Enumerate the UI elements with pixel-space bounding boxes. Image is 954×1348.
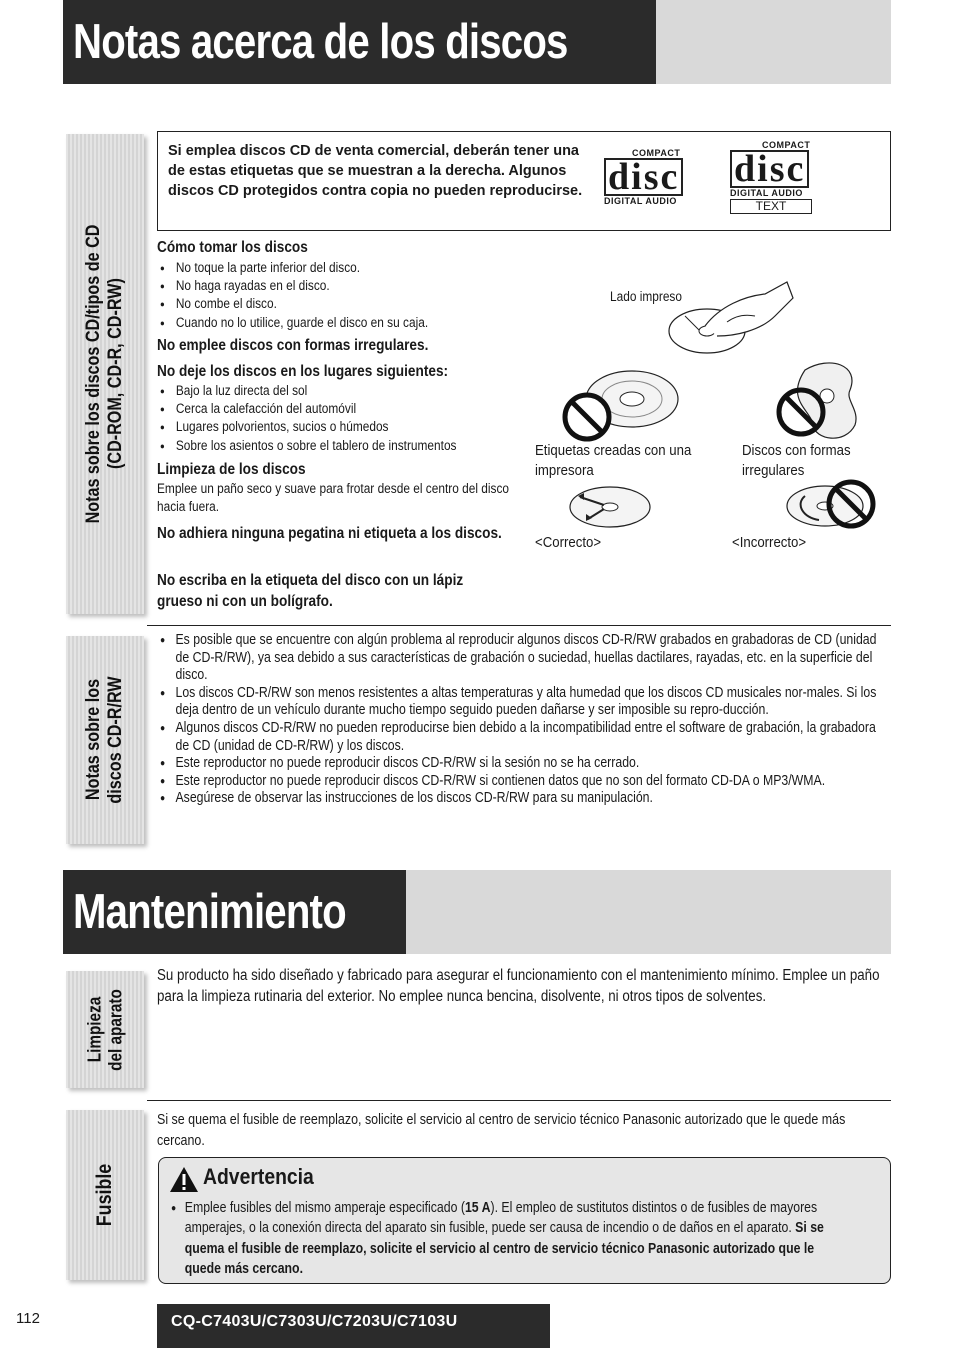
disc-hand-illustration — [665, 276, 795, 356]
warning-title: Advertencia — [203, 1164, 314, 1189]
printer-label-disc-illustration — [560, 365, 680, 445]
list-item: ● No combe el disco. — [160, 295, 428, 313]
side-tab-label: Notas sobre los discos CD/tipos de CD (CD-ROM, CD-R, CD-RW) — [83, 224, 126, 524]
section-title-band — [63, 870, 891, 954]
list-item: ● No haga rayadas en el disco. — [160, 277, 428, 295]
list-item: ● Cuando no lo utilice, guarde el disco en su caja. — [160, 314, 428, 332]
section-divider — [147, 625, 891, 626]
fuse-paragraph: Si se quema el fusible de reemplazo, solicite el servicio al centro de servicio técnico Panasonic autorizado que le quede más cercano. — [157, 1112, 846, 1149]
irregular-warning: No emplee discos con formas irregulares. — [157, 337, 429, 354]
section-title: Notas acerca de los discos — [63, 0, 656, 84]
incorrect-caption: <Incorrecto> — [732, 534, 807, 551]
cdrw-notes — [160, 632, 891, 808]
compact-disc-logo: COMPACT disc DIGITAL AUDIO — [604, 148, 694, 206]
cleaning-paragraph: Su producto ha sido diseñado y fabricado para asegurar el funcionamiento con el mantenimiento mínimo. Emplee un paño para la limpieza rutinaria del exterior. No emplee nunca bencina, disolvente, ni otros tipos de solventes. — [157, 967, 880, 1005]
list-item: ● Este reproductor no puede reproducir discos CD-R/RW si contienen datos que no son del formato CD-DA o MP3/WMA. — [160, 773, 891, 791]
list-item: ● Sobre los asientos o sobre el tablero de instrumentos — [160, 437, 457, 455]
irregular-disc-illustration — [775, 360, 875, 440]
list-item: ● No toque la parte inferior del disco. — [160, 259, 428, 277]
correct-caption: <Correcto> — [535, 534, 602, 551]
cleaning-heading: Limpieza de los discos — [157, 461, 306, 478]
model-number-band: CQ-C7403U/C7303U/C7203U/C7103U — [157, 1304, 550, 1348]
cdrw-list — [160, 632, 891, 808]
list-item: ● Lugares polvorientos, sucios o húmedos — [160, 418, 457, 436]
compact-disc-text-logo: COMPACT disc DIGITAL AUDIO TEXT — [730, 140, 811, 213]
side-tab-cleaning — [66, 971, 144, 1088]
compact-disc-notice-box — [157, 131, 891, 231]
side-tab-fuse — [66, 1110, 144, 1280]
side-tab-label: Limpieza del aparato — [84, 988, 125, 1071]
list-item: ● Cerca la calefacción del automóvil — [160, 400, 457, 418]
side-tab-disc-notes — [66, 134, 144, 614]
list-item: ● Bajo la luz directa del sol — [160, 382, 457, 400]
places-heading: No deje los discos en los lugares siguientes: — [157, 363, 449, 380]
irregular-discs-caption: Discos con formas irregulares — [742, 442, 851, 479]
printed-side-label: Lado impreso — [610, 289, 682, 304]
section-divider — [147, 1100, 891, 1101]
list-item: ● Este reproductor no puede reproducir discos CD-R/RW si la sesión no se ha cerrado. — [160, 755, 891, 773]
section-title: Mantenimiento — [63, 870, 406, 954]
side-tab-label: Fusible — [92, 1163, 116, 1227]
section-title-band — [63, 0, 891, 84]
warning-triangle-icon — [169, 1166, 199, 1193]
correct-cleaning-illustration — [568, 485, 658, 529]
no-write-warning: No escriba en la etiqueta del disco con un lápiz grueso ni con un bolígrafo. — [157, 572, 464, 610]
incorrect-cleaning-illustration — [785, 478, 885, 534]
printer-labels-caption: Etiquetas creadas con una impresora — [535, 442, 692, 479]
page-number: 112 — [16, 1310, 40, 1327]
no-stickers-warning: No adhiera ninguna pegatina ni etiqueta a los discos. — [157, 525, 502, 542]
list-item: ● Asegúrese de observar las instrucciones de los discos CD-R/RW para su manipulación. — [160, 790, 891, 808]
list-item: ● Es posible que se encuentre con algún problema al reproducir algunos discos CD-R/RW grabados en grabadoras de CD (unidad de CD-R/RW), ya sea debido a sus características de grabación o suciedad, huellas dactilares, rayadas, etc. en la superficie del disco. — [160, 632, 891, 685]
cleaning-text: Emplee un paño seco y suave para frotar desde el centro del disco hacia fuera. — [157, 481, 509, 514]
side-tab-cdrw-notes — [66, 636, 144, 844]
list-item: ● Los discos CD-R/RW son menos resistentes a altas temperaturas y alta humedad que los discos CD musicales nor-males. Si los deja dentro de un vehículo durante mucho tiempo seguido pueden dañarse y ser imposible su repro-ducción. — [160, 685, 891, 720]
compact-disc-notice: Si emplea discos CD de venta comercial, deberán tener una de estas etiquetas que se muestran a la derecha. Algunos discos CD protegidos contra copia no pueden reproducirse. — [168, 143, 583, 199]
warning-box — [158, 1157, 891, 1284]
places-list — [160, 382, 457, 455]
side-tab-label: Notas sobre los discos CD-R/RW — [83, 676, 126, 804]
handling-heading: Cómo tomar los discos — [157, 239, 308, 256]
handling-list — [160, 259, 428, 332]
warning-text: ● Emplee fusibles del mismo amperaje especificado (15 A). El empleo de sustitutos distintos o de fusibles de mayores amperajes, o la conexión directa del aparato sin fusible, puede ser causa de incendio o de daños en el aparato. Si se quema el fusible de reemplazo, solicite el servicio al centro de servicio técnico Panasonic autorizado que le quede más cercano. — [171, 1198, 850, 1279]
list-item: ● Algunos discos CD-R/RW no pueden reproducirse bien debido a la incompatibilidad entre el software de grabación, la grabadora de CD (unidad de CD-R/RW) y los discos. — [160, 720, 891, 755]
